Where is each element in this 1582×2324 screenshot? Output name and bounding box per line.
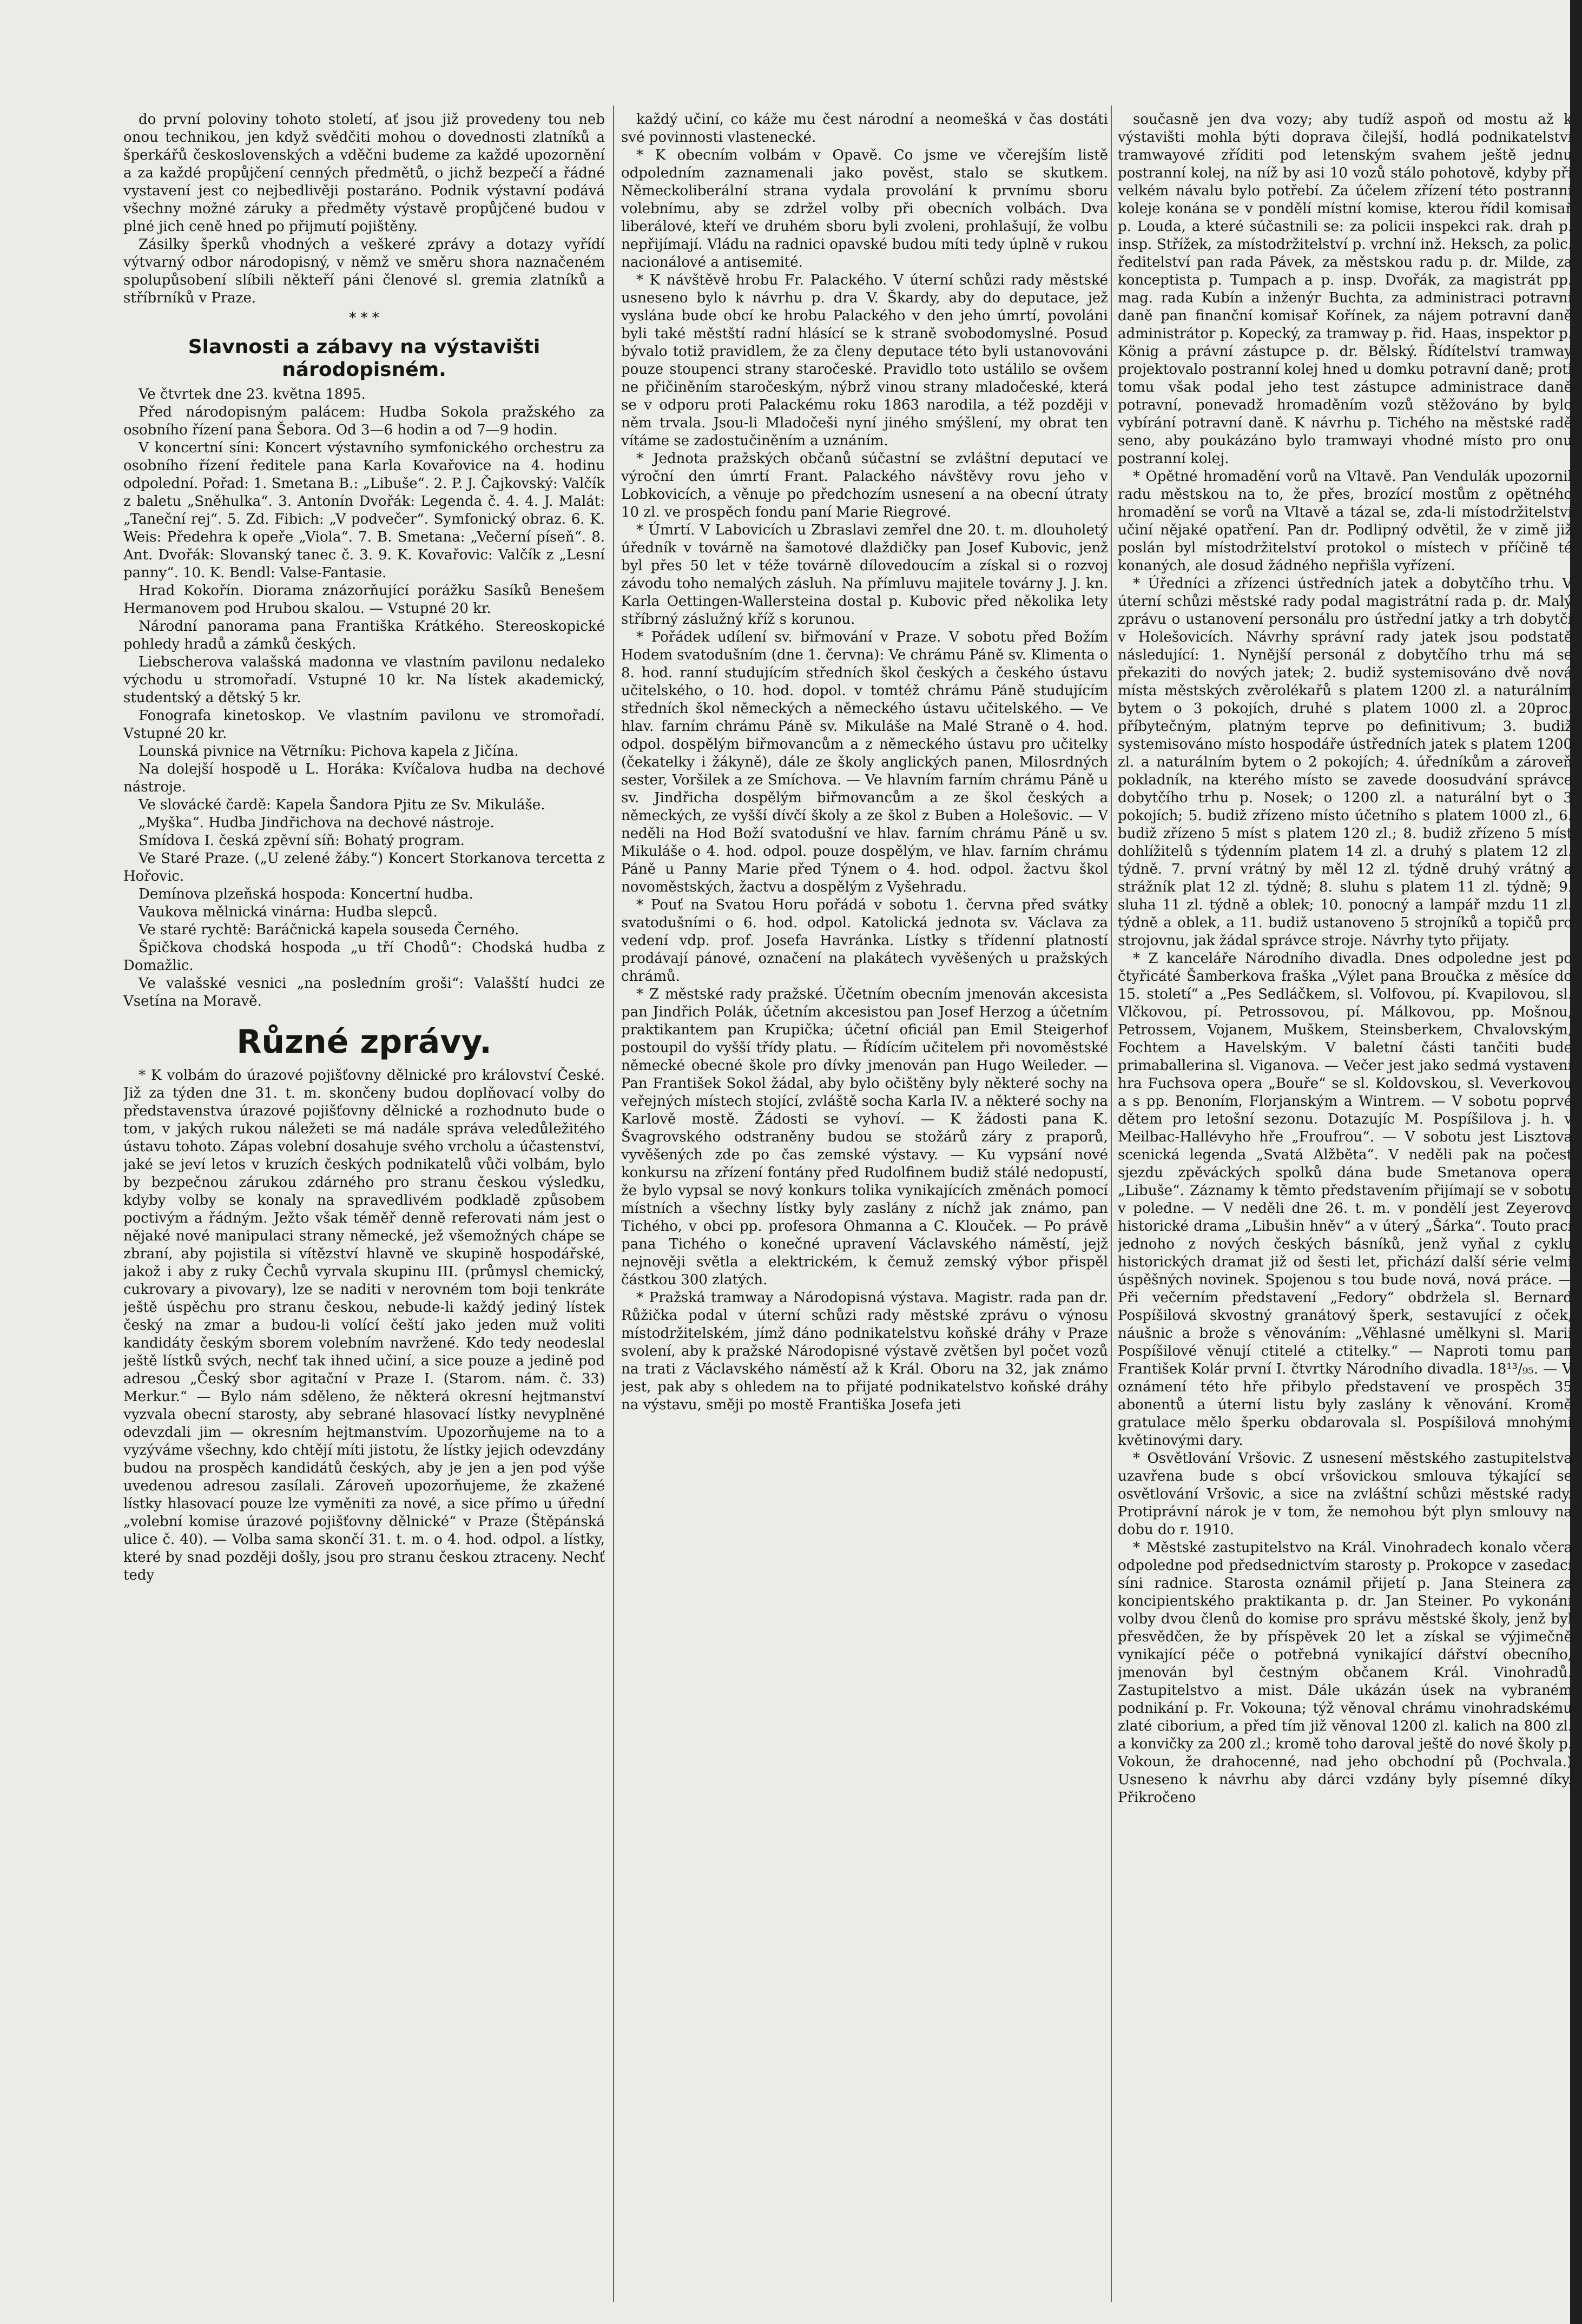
program-item: Smídova I. česká zpěvní síň: Bohatý program. (139, 833, 465, 849)
column-left (123, 111, 605, 2302)
section-title-ruzne-zpravy: Různé zprávy. (236, 1023, 492, 1061)
news-item: * Pouť na Svatou Horu pořádá v sobotu 1. června před svátky svatodušními o 6. hod. odpol. Katolická jednota sv. Václava za vedení vdp. prof. Josefa Havránka. Lístky s třídenní platností prodávají pánové, označení na plakátech vyvěšených u pražských chrámů. (621, 897, 1108, 985)
column-right (1118, 111, 1572, 2302)
program-item: Ve staré rychtě: Baráčnická kapela souseda Černého. (139, 922, 519, 938)
intro-paragraph: do první poloviny tohoto století, ať jsou již provedeny tou neb onou technikou, jen když svědčiti mohou o dovednosti zlatníků a šperkářů československých a vděčni budeme za každé upozornění a za každé propůjčení cenných předmětů, o jichž bezpečí a řádné vystavení jest co nejbedlivěji postaráno. Podnik výstavní podává všechny možné záruky a předměty výstavě propůjčené budou v plné jich ceně hned po přijmutí pojištěny. (123, 111, 605, 235)
news-item: * Jednota pražských občanů súčastní se zvláštní deputací ve výroční den úmrtí Frant. Palackého návštěvy rovu jeho v Lobkovicích, a věnuje po předchozím usnesení a na obecní útraty 10 zl. ve prospěch fondu paní Marie Riegrové. (621, 451, 1108, 520)
program-item: „Myška“. Hudba Jindřichova na dechové nástroje. (139, 815, 495, 831)
program-item: Na dolejší hospodě u L. Horáka: Kvíčalova hudba na dechové nástroje. (123, 761, 605, 795)
program-item: Ve valašské vesnici „na posledním groši“: Valašští hudci ze Vsetína na Moravě. (123, 975, 605, 1009)
news-item: současně jen dva vozy; aby tudíž aspoň od mostu až k výstavišti mohla býti doprava čilejší, hodlá podnikatelství tramwayové zříditi pod letenským svahem ještě jednu postranní kolej, na níž by asi 10 vozů stálo pohotově, kdyby při velkém návalu bylo potřebí. Za účelem zřízení této postranní koleje konána se v pondělí místní komise, kterou řídil komisař p. Louda, a které súčastnili se: za policii inspekci rak. drah p. insp. Střížek, za místodržitelství p. vrchní inž. Heksch, za polic. ředitelství pan rada Pávek, za městskou radu p. dr. Milde, za konceptista p. Tumpach a p. insp. Dvořák, za magistrát pp. mag. rada Kubín a inženýr Buchta, za administraci potravní daně pan finanční komisař Kořínek, za nájem potravní daně administrátor p. Kopecký, za tramway p. řid. Haas, inspektor p. König a právní zástupce p. dr. Bělský. Řídítelství tramway projektovalo postranní kolej hned u domku potravní daně; proti tomu však podal jeho test zástupce administrace daně potravní, ponevadž hromaděním vozů stěžováno by bylo vybírání potravní daně. K návrhu p. Tichého na městské radě seno, aby poukázáno bylo tramwayi vhodné místo pro onu postranní kolej. (1118, 111, 1572, 467)
program-item: Vaukova mělnická vinárna: Hudba slepců. (139, 904, 438, 920)
section-title-slavnosti: Slavnosti a zábavy na výstavišti národopisném. (188, 336, 540, 381)
program-item: Hrad Kokořín. Diorama znázorňující porážku Sasíků Benešem Hermanovem pod Hrubou skalou. — Vstupné 20 kr. (123, 583, 605, 617)
news-item: * Pražská tramway a Národopisná výstava. Magistr. rada pan dr. Růžička podal v úterní schůzi rady městské zprávu o výnosu místodržitelském, jímž dáno podnikatelstvu koňské dráhy v Praze svolení, aby k pražské Národopisné výstavě zvětšen byl počet vozů na trati z Václavského náměstí až k Král. Oboru na 32, jak známo jest, pak aby s ohledem na to přijaté podnikatelstvo koňské dráhy na výstavu, směji po mostě Františka Josefa jeti (621, 1290, 1108, 1413)
news-item: * Z kanceláře Národního divadla. Dnes odpoledne jest po čtyřicáté Šamberkova fraška „Výlet pana Broučka z měsíce do 15. století“ a „Pes Sedláčkem, sl. Volfovou, pí. Kvapilovou, sl. Vlčkovou, pí. Petrossovou, pí. Málkovou, pp. Mošnou, Petrossem, Vojanem, Muškem, Steinsberkem, Chvalovským, Fochtem a Havelským. V baletní části tančiti bude primaballerina sl. Viganova. — Večer jest jako sedmá vystavení hra Fuchsova opera „Bouře“ se sl. Koldovskou, sl. Veverkovou a s pp. Benoním, Florjanským a Wintrem. — V sobotu poprvé dětem pro letošní sezonu. Dotazujíc M. Pospíšilova j. h. v Meilbac-Hallévyho hře „Froufrou“. — V sobotu jest Lisztova scenická legenda „Svatá Alžběta“. V neděli pak na počest sjezdu zpěváckých spolků dána bude Smetanova opera „Libuše“. Záznamy k těmto představením přijímají se v sobotu v poledne. — V neděli dne 26. t. m. v pondělí jest Zeyerovo historické drama „Libušin hněv“ a v úterý „Šárka“. Touto prací jednoho z nových českých básníků, jenž vyňal z cyklu historických dramat již od šesti let, přichází další série velmi úspěšných novinek. Spojenou s tou bude nová, nová práce. — Při večerním představení „Fedory“ obdržela sl. Bernard Pospíšilová skvostný granátový šperk, sestavující z oček, náušnic a brože s věnováním: „Věhlasné umělkyni sl. Marii Pospíšilové věnují ctitelé a ctitelky.“ — Naproti tomu pan František Kolár první I. čtvrtky Národního divadla. 18¹³/₉₅. — V oznámení této hře přibylo představení ve prospěch 35 abonentů a úterní listu byly zaslány k věnování. Kromě gratulace mělo šperku obdarovala sl. Pospíšilová mnohými květinovými dary. (1118, 950, 1572, 1449)
program-item: Ve slovácké čardě: Kapela Šandora Pjitu ze Sv. Mikuláše. (139, 797, 545, 813)
program-item: Špičkova chodská hospoda „u tří Chodů“: Chodská hudba z Domažlic. (123, 940, 605, 974)
column-rule-right (1111, 105, 1112, 2302)
program-item: Demínova plzeňská hospoda: Koncertní hudba. (139, 886, 473, 902)
news-item: * K volbám do úrazové pojišťovny dělnické pro království České. Již za týden dne 31. t. m. skončeny budou doplňovací volby do představenstva úrazové pojišťovny dělnické a rozhodnuto bude o tom, v jakých rukou náležeti se má nadále správa veledůležitého ústavu tohoto. Zápas volební dosahuje svého vrcholu a účastenství, jaké se jeví letos v kruzích českých podnikatelů vůči volbám, bylo by bezpečnou zárukou zdárného pro stranu českou výsledku, kdyby volby se konaly na spravedlivém podkladě způsobem poctivým a řádným. Ježto však téměř denně referovati nám jest o nějaké nové manipulaci strany německé, jež všemožných chápe se zbraní, aby pojistila si vítězství hlavně ve skupině hospodářské, jakož i aby z ruky Čechů vyrvala skupinu III. (průmysl chemický, cukrovary a pivovary), lze se naditi v nerovném tom boji tenkráte ještě úspěchu pro stranu českou, nebude-li každý jediný lístek český na zmar a budou-li volící čeští jako jeden muž voliti kandidáty českým sborem volebním navržené. Kdo tedy neodeslal ještě lístků svých, nechť tak ihned učiní, a sice pouze a jedině pod adresou „Český sbor agitační v Praze I. (Starom. nám. č. 33) Merkur.“ — Bylo nám sděleno, že některá okresní hejtmanství vyzvala obecní starosty, aby sebrané hlasovací lístky nevyplněné odevzdali jim — okresním hejtmanstvím. Upozorňujeme na to a vyzýváme všechny, kdo chtějí míti jistotu, že lístky jejich odevzdány budou na prospěch kandidátů českých, aby je jen a jen pod výše uvedenou adresou zasílali. Zároveň upozorňujeme, že zkažené lístky hlasovací pouze lze vyměniti za nové, a sice přímo u úřední „volební komise úrazové pojišťovny dělnické“ v Praze (Štěpánská ulice č. 40). — Volba sama skončí 31. t. m. o 4. hod. odpol. a lístky, které by snad později došly, jsou pro stranu českou ztraceny. Nechť tedy (123, 1067, 605, 1583)
program-item: Ve čtvrtek dne 23. května 1895. (139, 386, 366, 402)
news-item: * Opětné hromadění vorů na Vltavě. Pan Vendulák upozornil radu městskou na to, že přes, brozící mostům z opětného hromadění se vorů na Vltavě a tázal se, zda-li místodržitelství učiní nějaké opatření. Pan dr. Podlipný odvětil, že v zimě již poslán byl místodržitelství protokol o místech v příčině té konaných, ale dosud žádného nepřišla vyřízení. (1118, 468, 1572, 574)
program-item: Před národopisným palácem: Hudba Sokola pražského za osobního řízení pana Šebora. Od 3—6 hodin a od 7—9 hodin. (123, 404, 605, 438)
news-item: * K návštěvě hrobu Fr. Palackého. V úterní schůzi rady městské usneseno bylo k návrhu p. dra V. Škardy, aby do deputace, jež vyslána bude obcí ke hrobu Palackého v den jeho úmrtí, povoláni byli také městští radní hlásící se k straně svobodomyslné. Posud bývalo totiž pravidlem, že za členy deputace této byli ustanovováni pouze stoupenci strany staročeské. Pravidlo toto ustálilo se ovšem ne přičiněním staročeským, nýbrž vinou strany mladočeské, která se v odporu proti Palackému roku 1863 narodila, a též později v něm trvala. Jsou-li Mladočeši nyní jiného smýšlení, my obrat ten vítáme se zadostučiněním a uznáním. (621, 272, 1108, 449)
intro-paragraph: Zásilky šperků vhodných a veškeré zprávy a dotazy vyřídí výtvarný odbor národopisný, v němž ve směru shora naznačeném spolupůsobení slíbili někteří páni členové sl. gremia zlatníků a stříbrníků v Praze. (123, 236, 605, 306)
column-middle (621, 111, 1108, 2302)
program-item: Ve Staré Praze. („U zelené žáby.“) Koncert Storkanova tercetta z Hořovic. (123, 850, 605, 884)
news-item: * Pořádek udílení sv. biřmování v Praze. V sobotu před Božím Hodem svatodušním (dne 1. června): Ve chrámu Páně sv. Klimenta o 8. hod. ranní studujícím středních škol českých a českého ústavu učitelského, o 10. hod. dopol. v tomtéž chrámu Páně studujícím středních škol německých a německého ústavu učitelského. — Ve hlav. farním chrámu Páně sv. Mikuláše na Malé Straně o 4. hod. odpol. dospělým biřmovancům a z německého ústavu pro učitelky (čekatelky i žákyně), dále ze školy anglických panen, Milosrdných sester, Voršilek a ze Smíchova. — Ve hlavním farním chrámu Páně u sv. Jindřicha dospělým biřmovancům a ze škol českých a německých, ze vyšší dívčí školy a ze škol z Buben a Holešovic. — V neděli na Hod Boží svatodušní ve hlav. farním chrámu Páně u sv. Mikuláše o 4. hod. odpol. pouze dospělým, ve hlav. farním chrámu Páně u Panny Marie před Týnem o 4. hod. odpol. žactvu škol novoměstských, žactvu a dospělým z Vyšehradu. (621, 629, 1108, 895)
program-item: Lounská pivnice na Větrníku: Pichova kapela z Jičína. (139, 743, 519, 760)
program-item: Fonografa kinetoskop. Ve vlastním pavilonu ve stromořadí. Vstupné 20 kr. (123, 708, 605, 742)
news-item: * Městské zastupitelstvo na Král. Vinohradech konalo včera odpoledne pod předsednictvím starosty p. Prokopce v zasedací síni radnice. Starosta oznámil přijetí p. Jana Steinera za koncipientského praktikanta p. dr. Jan Steiner. Po vykonání volby dvou členů do komise pro správu městské školy, jenž byl přesvědčen, že by příspěvek 20 let a získal se výjimečně vynikající péče o potřebná vynikající dářství obecního, jmenován byl čestným občanem Král. Vinohradů. Zastupitelstvo a mist. Dále ukázán úsek na vybraném podnikání p. Fr. Vokouna; týž věnoval chrámu vinohradskému zlaté ciborium, a před tím již věnoval 1200 zl. kalich na 800 zl. a konvičky za 200 zl.; kromě toho daroval ještě do nové školy p. Vokoun, že drahocenné, nad jeho obchodní pů (Pochvala.) Usneseno k návrhu aby dárci vzdány byly písemné díky. Přikročeno (1118, 1540, 1572, 1806)
news-item: každý učiní, co káže mu čest národní a neomešká v čas dostáti své povinnosti vlastenecké. (621, 111, 1108, 146)
news-item: * Osvětlování Vršovic. Z usnesení městského zastupitelstva uzavřena bude s obcí vršovickou smlouva týkající se osvětlování Vršovic, a sice na zvláštní schůzi městské rady. Protiprávní nárok je v tom, že nemohou být plyn smlouvy na dobu do r. 1910. (1118, 1450, 1572, 1538)
program-item: Národní panorama pana Františka Krátkého. Stereoskopické pohledy hradů a zámků českých. (123, 618, 605, 652)
column-rule-left (613, 105, 614, 2302)
program-item: Liebscherova valašská madonna ve vlastním pavilonu nedaleko východu u stromořadí. Vstupné 10 kr. Na lístek akademický, studentský a dětský 5 kr. (123, 654, 605, 706)
news-item: * Z městské rady pražské. Účetním obecním jmenován akcesista pan Jindřich Polák, účetním akcesistou pan Josef Herzog a účetním praktikantem pan Krupička; účetní oficiál pan Emil Steigerhof postoupil do vyšší třídy platu. — Řídícím učitelem při novoměstské německé obecné škole pro dívky jmenován pan Hugo Weileder. — Pan František Sokol žádal, aby bylo očištěny byly některé sochy na veřejných místech stojící, zvláště socha Karla IV. a některé sochy na Karlově mostě. Žádosti se vyhoví. — K žádosti pana K. Švagrovského odstraněny budou se stožárů záry z praporů, vyvěšených zde po čas zemské výstavy. — Ku vypsání nové konkursu na zřízení fontány před Rudolfinem budiž stálé nedopustí, že bylo vypsal se nový konkurs tolika vynikajících změnách pomocí místních a všechny lístky byly zaslány z níchž jak známo, pan Tichého, v obci pp. profesora Ohmanna a C. Klouček. — Po právě pana Tichého o konečné upravení Václavského náměstí, jejž nejnověji světla a elektrickém, k čemuž zemský výbor přispěl částkou 300 zlatých. (621, 986, 1108, 1288)
news-item: * Úmrtí. V Labovicích u Zbraslavi zemřel dne 20. t. m. dlouholetý úředník v továrně na šamotové dlaždičky pan Josef Kubovic, jenž byl přes 50 let v téže továrně dílovedoucím a získal si o rozvoj závodu toho nemalých zásluh. Na přímluvu majitele továrny J. J. kn. Karla Oettingen-Wallersteina dostal p. Kubovic před několika lety stříbrný záslužný kříž s korunou. (621, 522, 1108, 628)
section-separator: * * * (349, 310, 379, 326)
news-item: * K obecním volbám v Opavě. Co jsme ve včerejším listě odpoledním zaznamenali jako pověst, stalo se skutkem. Německoliberální strana vydala provolání k prvnímu sboru volebnímu, aby se zdržel volby při obecních volbách. Dva liberálové, kteří ve druhém sboru byli zvoleni, prohlašují, že volbu nepřijímají. Vládu na radnici opavské budou míti tedy úplně v rukou nacionálové a antisemité. (621, 147, 1108, 270)
news-item: * Úředníci a zřízenci ústředních jatek a dobytčího trhu. V úterní schůzi městské rady podal magistrátní rada p. dr. Malý zprávu o ustanovení personálu pro ústřední jatky a trh dobytčí v Holešovicích. Návrhy správní rady jatek jsou podstatě následující: 1. Nynější personál z dobytčího trhu má se překaziti do nových jatek; 2. budiž systemisováno dvě nová místa městských zvěrolékařů s platem 1200 zl. a naturálním bytem o 3 pokojích, druhé s platem 1000 zl. a 20proc. příbytečným, platným teprve po definitivum; 3. budiž systemisováno místo hospodáře ústředních jatek s platem 1200 zl. a naturálním bytem o 2 pokojích; 4. úředníkům a zároveň pokladník, na kterého místo se zavede doosudvání správce dobytčího trhu p. Nosek; o 1200 zl. a naturální byt o 3 pokojích; 5. budiž zřízeno místo účetního s platem 1000 zl., 6. budiž zřízeno 5 míst s platem 120 zl.; 8. budiž zřízeno 5 míst dohlížitelů s týdenním platem 14 zl. a druhý s platem 12 zl. týdně. 7. první vrátný by měl 12 zl. týdně druhý vrátný a strážník plat 12 zl. týdně; 8. sluhu s platem 11 zl. týdně; 9. sluha 11 zl. týdně a oblek; 10. ponocný a lampář mzdu 11 zl. týdně a oblek, a 11. budiž ustanoveno 5 strojníků a topičů pro strojovnu, jak žádal správce stroje. Návrhy tyto přijaty. (1118, 576, 1572, 949)
program-item: V koncertní síni: Koncert výstavního symfonického orchestru za osobního řízení ředitele pana Karla Kovařovice na 4. hodinu odpolední. Pořad: 1. Smetana B.: „Libuše“. 2. P. J. Čajkovský: Valčík z baletu „Sněhulka“. 3. Antonín Dvořák: Legenda č. 4. 4. J. Malát: „Taneční rej“. 5. Zd. Fibich: „V podvečer“. Symfonický obraz. 6. K. Weis: Předehra k opeře „Viola“. 7. B. Smetana: „Večerní píseň“. 8. Ant. Dvořák: Slovanský tanec č. 3. 9. K. Kovařovic: Valčík z „Lesní panny“. 10. K. Bendl: Valse-Fantasie. (123, 440, 605, 581)
